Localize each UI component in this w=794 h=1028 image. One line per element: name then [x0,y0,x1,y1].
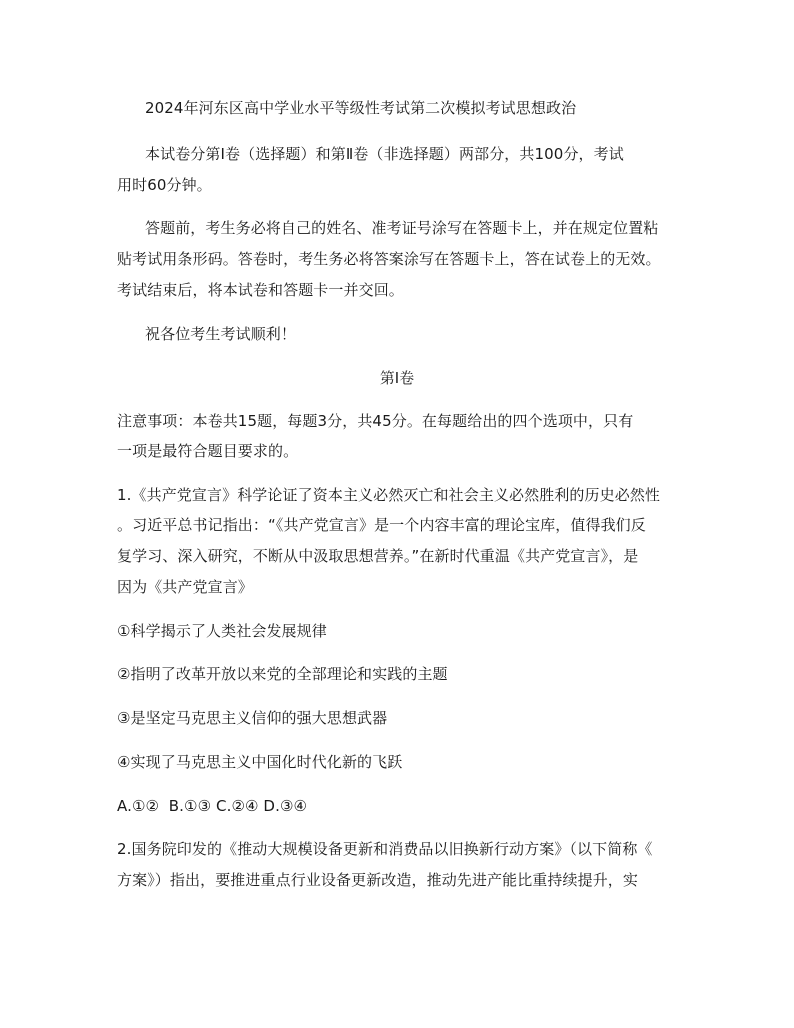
q1-item-1: ①科学揭示了人类社会发展规律 [117,622,327,640]
section-title: 第Ⅰ卷 [379,369,415,387]
instruction-line-2: 贴考试用条形码。答卷时，考生务必将答案涂写在答题卡上，答在试卷上的无效。 [117,250,661,268]
q1-item-3: ③是坚定马克思主义信仰的强大思想武器 [117,709,388,727]
instruction-line-1: 答题前，考生务必将自己的姓名、准考证号涂写在答题卡上，并在规定位置粘 [145,219,659,237]
notice-line-2: 一项是最符合题目要求的。 [117,442,299,460]
q1-stem-line-1: 1.《共产党宣言》科学论证了资本主义必然灭亡和社会主义必然胜利的历史必然性 [117,486,661,504]
q2-stem-line-1: 2.国务院印发的《推动大规模设备更新和消费品以旧换新行动方案》（以下简称《 [117,840,653,858]
q1-stem-line-4: 因为《共产党宣言》 [117,578,253,596]
q1-stem-line-3: 复学习、深入研究，不断从中汲取思想营养。”在新时代重温《共产党宣言》，是 [117,547,639,565]
intro-line-2: 用时60分钟。 [117,176,212,194]
wish-text: 祝各位考生考试顺利！ [145,325,297,343]
instruction-line-3: 考试结束后，将本试卷和答题卡一并交回。 [117,281,404,299]
exam-title: 2024年河东区高中学业水平等级性考试第二次模拟考试思想政治 [145,99,577,117]
q1-item-2: ②指明了改革开放以来党的全部理论和实践的主题 [117,665,448,683]
intro-line-1: 本试卷分第Ⅰ卷（选择题）和第Ⅱ卷（非选择题）两部分，共100分，考试 [145,145,624,163]
q2-stem-line-2: 方案》）指出，要推进重点行业设备更新改造，推动先进产能比重持续提升，实 [117,871,639,889]
q1-options: A.①② B.①③ C.②④ D.③④ [117,797,308,815]
q1-item-4: ④实现了马克思主义中国化时代化新的飞跃 [117,753,403,771]
q1-stem-line-2: 。习近平总书记指出：“《共产党宣言》是一个内容丰富的理论宝库，值得我们反 [117,516,646,534]
notice-line-1: 注意事项：本卷共15题，每题3分，共45分。在每题给出的四个选项中，只有 [117,412,634,430]
